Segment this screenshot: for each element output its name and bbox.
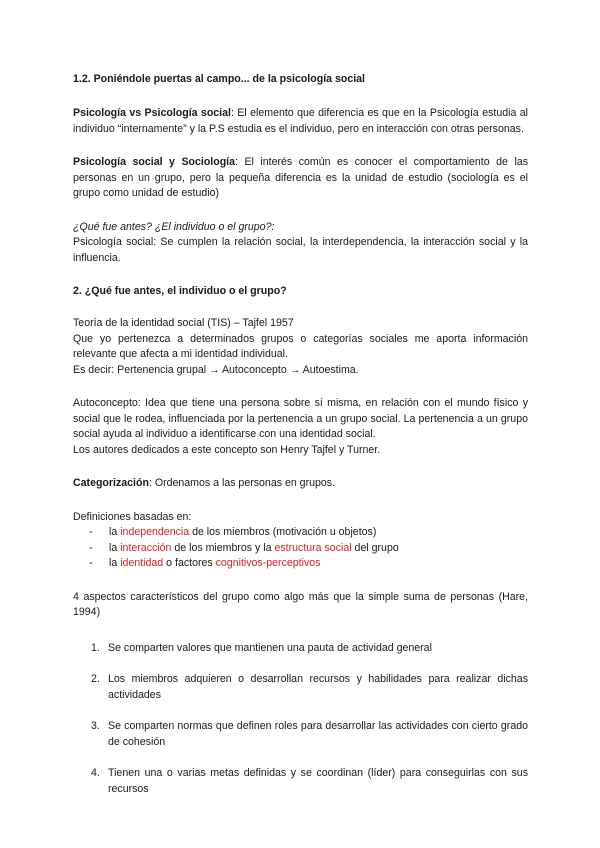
text: de los miembros y la — [171, 541, 275, 554]
paragraph-psicologia-vs-social — [73, 106, 528, 137]
paragraph-psicologia-social: Psicología social: Se cumplen la relación social, la interdependencia, la interacción social y la influencia. — [73, 236, 528, 264]
text: de los miembros (motivación u objetos) — [189, 526, 377, 538]
dash-bullet: - — [89, 557, 93, 569]
text: la — [109, 541, 121, 554]
aspects-list — [73, 641, 528, 798]
list-item — [91, 672, 528, 703]
item-text: Se comparten normas que definen roles para desarrollar las actividades con cierto grado de cohesión — [108, 720, 528, 748]
aspects-intro: 4 aspectos característicos del grupo como algo más que la simple suma de personas (Hare, 1994) — [73, 590, 528, 618]
text: la — [109, 557, 121, 569]
highlight-term: interacción — [120, 541, 172, 554]
highlight-term: identidad — [120, 557, 164, 569]
list-item — [91, 641, 528, 657]
item-number: 1. — [91, 641, 100, 654]
document-page — [73, 72, 528, 813]
text: o factores — [163, 557, 216, 569]
term-definition: : El interés común es conocer el comportamiento de las personas en un grupo, pero la pequeña diferencia es la unidad de estudio (sociología es el grupo como unidad de estudio) — [73, 156, 528, 199]
categorizacion-paragraph — [73, 476, 528, 492]
term-label: Categorización — [73, 477, 149, 489]
dash-bullet: - — [89, 526, 93, 538]
list-item — [91, 766, 528, 797]
list-item — [87, 525, 528, 541]
tis-description: Que yo pertenezca a determinados grupos o categorías sociales me aporta información relevante que afecta a mi identidad individual. — [73, 332, 528, 360]
definitions-list — [73, 525, 528, 572]
autoconcepto-paragraph: Autoconcepto: Idea que tiene una persona sobre sí misma, en relación con el mundo físico y social que le rodea, influenciada por la pertenencia a un grupo social. La pertenencia a un grupo social ayuda al individuo a identificarse con una identidad social. — [73, 397, 528, 440]
item-text: Los miembros adquieren o desarrollan recursos y habilidades para realizar dichas actividades — [108, 673, 528, 701]
highlight-term: cognitivos-perceptivos — [215, 557, 321, 569]
text: del grupo — [351, 541, 399, 554]
autores-line: Los autores dedicados a este concepto son Henry Tajfel y Turner. — [73, 443, 381, 456]
item-number: 3. — [91, 720, 100, 732]
item-number: 2. — [91, 673, 100, 685]
list-item — [87, 556, 528, 572]
dash-bullet: - — [89, 541, 93, 554]
term-definition: : El elemento que diferencia es que en la Psicología estudia al individuo “internamente” y la P.S estudia es el individuo, pero en interacción con otras personas. — [73, 107, 528, 135]
item-number: 4. — [91, 767, 100, 779]
item-text: Tienen una o varias metas definidas y se coordinan (líder) para conseguirlas con sus recursos — [108, 767, 528, 795]
tis-title: Teoría de la identidad social (TIS) – Tajfel 1957 — [73, 317, 294, 329]
highlight-term: estructura social — [274, 541, 352, 554]
term-definition: : Ordenamos a las personas en grupos. — [148, 477, 336, 489]
list-item — [91, 719, 528, 750]
definitions-intro: Definiciones basadas en: — [73, 510, 192, 523]
paragraph-social-vs-sociologia — [73, 155, 528, 202]
term-label: Psicología social y Sociología — [73, 156, 236, 168]
highlight-term: independencia — [120, 526, 190, 538]
text: la — [109, 526, 121, 538]
section-heading-2: 2. ¿Qué fue antes, el individuo o el grupo? — [73, 285, 287, 297]
term-label: Psicología vs Psicología social — [73, 107, 231, 119]
question-line: ¿Qué fue antes? ¿El individuo o el grupo?: — [73, 220, 275, 233]
item-text: Se comparten valores que mantienen una pauta de actividad general — [108, 641, 432, 654]
list-item — [87, 541, 528, 557]
section-heading-1-2: 1.2. Poniéndole puertas al campo... de la psicología social — [73, 73, 366, 85]
tis-summary: Es decir: Pertenencia grupal → Autoconcepto → Autoestima. — [73, 363, 359, 376]
